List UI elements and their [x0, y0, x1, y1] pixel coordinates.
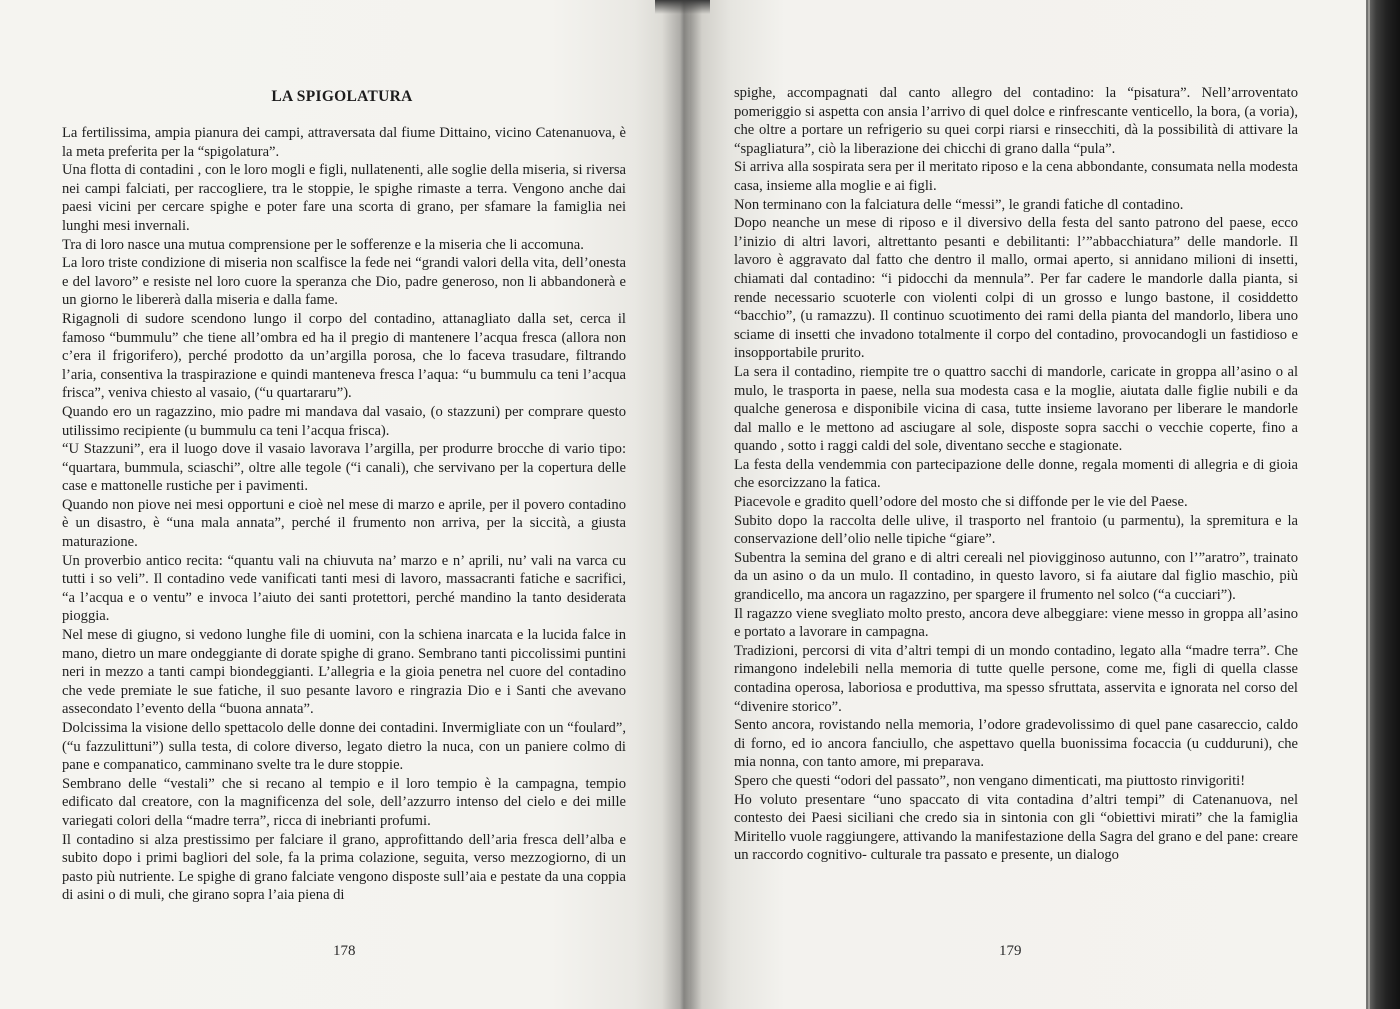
paragraph: Subito dopo la raccolta delle ulive, il trasporto nel frantoio (u parmentu), la spremitura e la conservazione dell’olio nelle tipiche “giare”. — [734, 512, 1298, 548]
paragraph: Quando ero un ragazzino, mio padre mi mandava dal vasaio, (o stazzuni) per comprare questo utilissimo recipiente (u bummulu ca teni l’acqua frisca). — [62, 403, 626, 439]
right-page-text — [734, 84, 1298, 865]
paragraph: Dopo neanche un mese di riposo e il diversivo della festa del santo patrono del paese, ecco l’inizio di altri lavori, altrettanto pesanti e debilitanti: l’”abbacchiatura” delle mandorle. Il lavoro è aggravato dal fatto che dentro il mallo, ormai aperto, si annidano milioni di insetti, chiamati dal contadino: “i pidocchi da mennula”. Per far cadere le mandorle dalla pianta, si rende necessario scuoterle con violenti colpi di un grosso e lungo bastone, il cosiddetto “bacchio”, (u ramazzu). Il continuo scuotimento dei rami della pianta del mandorlo, libera uno sciame di insetti che invadono totalmente il corpo del contadino, provocandogli un fastidioso e insopportabile prurito. — [734, 215, 1298, 362]
paragraph: spighe, accompagnati dal canto allegro del contadino: la “pisatura”. Nell’arroventato pomeriggio si aspetta con ansia l’arrivo di quel dolce e rinfrescante venticello, la bora, (a voria), che oltre a portare un refrigerio su quei corpi riarsi e rinsecchiti, dà la possibilità di attivare la “spagliatura”, ciò la liberazione dei chicchi di grano dalla “pula”. — [734, 85, 1298, 157]
paragraph: Sento ancora, rovistando nella memoria, l’odore gradevolissimo di quel pane casareccio, caldo di forno, ed io ancora fanciullo, che aspettavo quella buonissima focaccia (u cudduruni), che mia nonna, con tanto amore, mi preparava. — [734, 717, 1298, 771]
book-gutter — [662, 0, 702, 1009]
chapter-title: LA SPIGOLATURA — [271, 88, 413, 105]
paragraph: Il contadino si alza prestissimo per falciare il grano, approfittando dell’aria fresca dell’alba e subito dopo i primi bagliori del sole, fa la prima colazione, seguita, verso mezzogiorno, di un pasto più nutriente. Le spighe di grano falciate vengono disposte sull’aia e pestate da una coppia di asini o di muli, che girano sopra l’aia piena di — [62, 831, 626, 904]
paragraph: Dolcissima la visione dello spettacolo delle donne dei contadini. Invermigliate con un “foulard”, (“u fazzulittuni”) sulla testa, di colore diverso, legato dietro la nuca, con un paniere colmo di pane e companatico, camminano svelte tra le dure stoppie. — [62, 720, 626, 774]
paragraph: La fertilissima, ampia pianura dei campi, attraversata dal fiume Dittaino, vicino Catenanuova, è la meta preferita per la “spigolatura”. — [62, 125, 626, 160]
page-edge — [1366, 0, 1400, 1009]
paragraph: Tradizioni, percorsi di vita d’altri tempi di un mondo contadino, legato alla “madre terra”. Che rimangono indelebili nella memoria di tutte quelle persone, come me, figli di quella classe contadina operosa, laboriosa e produttiva, ma spesso sfruttata, asservita e ignorata nel corso del “divenire storico”. — [734, 642, 1298, 715]
paragraph: La sera il contadino, riempite tre o quattro sacchi di mandorle, caricate in groppa all’asino o al mulo, le trasporta in paese, nella sua modesta casa e la moglie, aiutata dalle figlie nubili e da qualche generosa e disponibile vicina di casa, tutte insieme lavorano per liberare le mandorle dal mallo e le mettono ad asciugare al sole, disposte sopra sacchi o vecchie coperte, fino a quando , sotto i raggi caldi del sole, diventano secche e stagionate. — [734, 363, 1298, 455]
paragraph: Sembrano delle “vestali” che si recano al tempio e il loro tempio è la campagna, tempio edificato dal creatore, con la magnificenza del sole, dell’azzurro intenso del cielo e dei mille variegati colori della “madre terra”, ricca di inebrianti profumi. — [62, 775, 626, 829]
paragraph: Un proverbio antico recita: “quantu vali na chiuvuta na’ marzo e n’ aprili, nu’ vali na varca cu tutti i so veli”. Il contadino vede vanificati tanti mesi di lavoro, massacranti fatiche e sacrifici, “a l’acqua e o ventu” e invoca l’aiuto dei santi protettori, perché mandino la tanto desiderata pioggia. — [62, 552, 626, 625]
paragraph: Una flotta di contadini , con le loro mogli e figli, nullatenenti, alle soglie della miseria, si riversa nei campi falciati, per raccogliere, tra le stoppie, le spighe rimaste a terra. Vengono anche dai paesi vicini per cercare spighe e poter fare una scorta di grano, per sfamare la famiglia nei lunghi mesi invernali. — [62, 162, 626, 234]
paragraph: Tra di loro nasce una mutua comprensione per le sofferenze e la miseria che li accomuna. — [62, 236, 584, 253]
paragraph: “U Stazzuni”, era il luogo dove il vasaio lavorava l’argilla, per produrre brocche di vario tipo: “quartara, bummula, sciaschi”, oltre alle tegole (“i canali), che servivano per la copertura delle case e mattonelle rustiche per i pavimenti. — [62, 441, 626, 495]
paragraph: Non terminano con la falciatura delle “messi”, le grandi fatiche dl contadino. — [734, 196, 1184, 213]
paragraph: Rigagnoli di sudore scendono lungo il corpo del contadino, attanagliato dalla set, cerca il famoso “bummulu” che tiene all’ombra ed ha il pregio di mantenere l’acqua fresca (allora non c’era il frigorifero), perché prodotto da un’argilla porosa, che lo faceva trasudare, filtrando l’aria, consentiva la traspirazione e quindi manteneva fresca l’aqua: “u bummulu ca teni l’acqua frisca”, veniva chiesto al vasaio, (“u quartararu”). — [62, 310, 626, 402]
paragraph: La festa della vendemmia con partecipazione delle donne, regala momenti di allegria e di gioia che esorcizzano la fatica. — [734, 456, 1298, 492]
left-page-text — [62, 124, 626, 905]
paragraph: Quando non piove nei mesi opportuni e cioè nel mese di marzo e aprile, per il povero contadino è un disastro, è “una mala annata”, perché il frumento non arriva, per la siccità, a giusta maturazione. — [62, 496, 626, 551]
paragraph: Nel mese di giugno, si vedono lunghe file di uomini, con la schiena inarcata e la lucida falce in mano, dietro un mare ondeggiante di dorate spighe di grano. Sembrano tanti piccolissimi puntini neri in mezzo a tanti campi biondeggianti. L’allegria e la gioia penetra nel cuore del contadino che vede premiate le sue fatiche, il suo pesante lavoro e ringrazia Dio e i Santi che avevano assecondato l’evento della “buona annata”. — [62, 627, 626, 718]
paragraph: Subentra la semina del grano e di altri cereali nel piovigginoso autunno, con l’”aratro”, trainato da un asino o da un mulo. Il contadino, in questo lavoro, si fa aiutare dal figlio maschio, più grandicello, ma ancora un ragazzino, per spargere il frumento nel solco (“a cucciari”). — [734, 549, 1298, 604]
page-edge-line — [1368, 0, 1370, 1009]
paragraph: Si arriva alla sospirata sera per il meritato riposo e la cena abbondante, consumata nella modesta casa, insieme alla moglie e ai figli. — [734, 159, 1298, 194]
page-number-left: 178 — [333, 943, 356, 959]
paragraph: La loro triste condizione di miseria non scalfisce la fede nei “grandi valori della vita, dell’onesta e del lavoro” e resiste nel loro cuore la speranza che Dio, padre generoso, non li abbandonerà e un giorno le libererà dalla miseria e dalla fame. — [62, 255, 626, 309]
paragraph: Spero che questi “odori del passato”, non vengano dimenticati, ma piuttosto rinvigoriti! — [734, 772, 1246, 789]
spine-shadow — [655, 0, 710, 14]
page-number-right: 179 — [999, 943, 1022, 959]
paragraph: Il ragazzo viene svegliato molto presto, ancora deve albeggiare: viene messo in groppa all’asino e portato a lavorare in campagna. — [734, 605, 1298, 641]
paragraph: Piacevole e gradito quell’odore del mosto che si diffonde per le vie del Paese. — [734, 494, 1188, 511]
paragraph: Ho voluto presentare “uno spaccato di vita contadina d’altri tempi” di Catenanuova, nel contesto dei Paesi siciliani che credo sia in sintonia con gli “obiettivi mirati” che la famiglia Miritello vuole raggiungere, attivando la manifestazione della Sagra del grano e del pane: creare un raccordo cognitivo- culturale tra passato e presente, un dialogo — [734, 791, 1298, 864]
